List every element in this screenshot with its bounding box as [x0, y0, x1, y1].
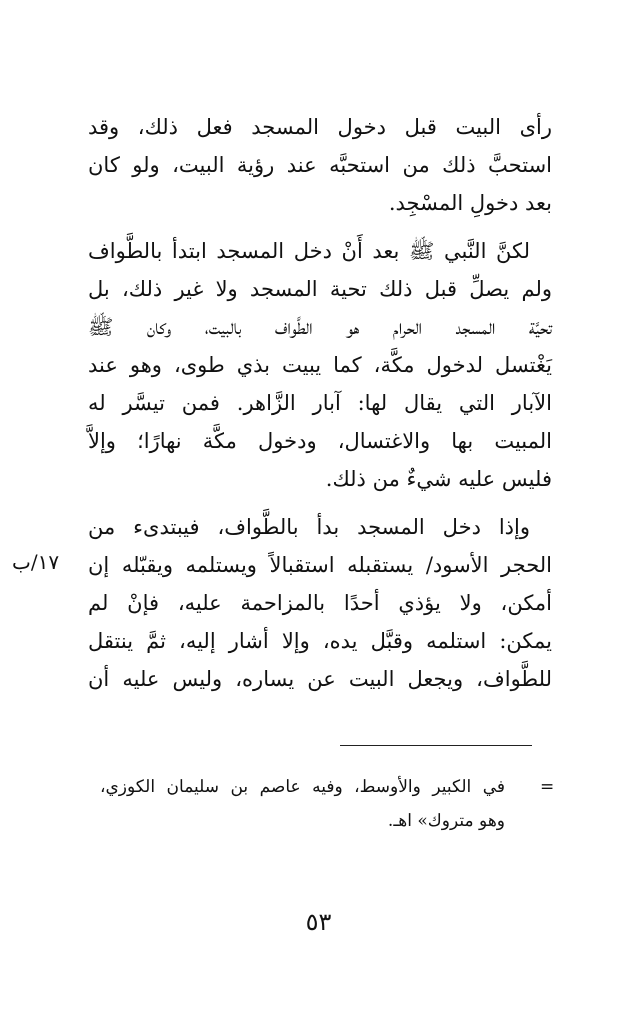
text-line: استحبَّ ذلك من استحبَّه عند رؤية البيت، ولو كان: [88, 153, 552, 177]
text-line: أمكن، ولا يؤذي أحدًا بالمزاحمة عليه، فإنْ لم: [88, 591, 552, 615]
text-line: تحيَّة المسجد الحرام هو الطَّواف بالبيت، وكان ﷺ: [88, 315, 552, 339]
text-line: بعد دخولِ المسْجِد.: [388, 191, 552, 215]
paragraph-1: [88, 108, 552, 222]
footnote-line: وهو متروك» اهـ.: [387, 811, 505, 831]
text-line: يَغْتسل لدخول مكَّة، كما يبيت بذي طوى، وهو عند: [88, 353, 552, 377]
paragraph-2: [88, 232, 552, 498]
footnote-separator: [340, 745, 532, 746]
page-number: ٥٣: [305, 908, 332, 936]
footnote-line: في الكبير والأوسط، وفيه عاصم بن سليمان الكوزي،: [100, 777, 505, 797]
manuscript-folio-note: ١٧/ب: [12, 550, 60, 574]
text-line: لكنَّ النَّبي ﷺ بعد أَنْ دخل المسجد ابتدأ بالطَّواف: [88, 239, 530, 263]
text-line: الآبار التي يقال لها: آبار الزَّاهر. فمن تيسَّر له: [88, 391, 552, 415]
text-line: المبيت بها والاغتسال، ودخول مكَّة نهارًا؛ وإلاَّ: [88, 429, 552, 453]
text-line: الحجر الأسود/ يستقبله استقبالاً ويستلمه ويقبّله إن: [88, 553, 552, 577]
text-line: للطَّواف، ويجعل البيت عن يساره، وليس عليه أن: [88, 667, 552, 691]
text-line: رأى البيت قبل دخول المسجد فعل ذلك، وقد: [88, 115, 552, 139]
text-line: فليس عليه شيءٌ من ذلك.: [325, 467, 552, 491]
text-line: يمكن: استلمه وقبَّل يده، وإلا أشار إليه، ثمَّ ينتقل: [88, 629, 552, 653]
paragraph-3: [88, 508, 552, 698]
text-line: وإذا دخل المسجد بدأ بالطَّواف، فيبتدىء من: [88, 515, 530, 539]
footnote: [100, 770, 505, 838]
footnote-continuation-marker: =: [540, 777, 555, 797]
text-line: ولم يصلِّ قبل ذلك تحية المسجد ولا غير ذلك، بل: [88, 277, 552, 301]
